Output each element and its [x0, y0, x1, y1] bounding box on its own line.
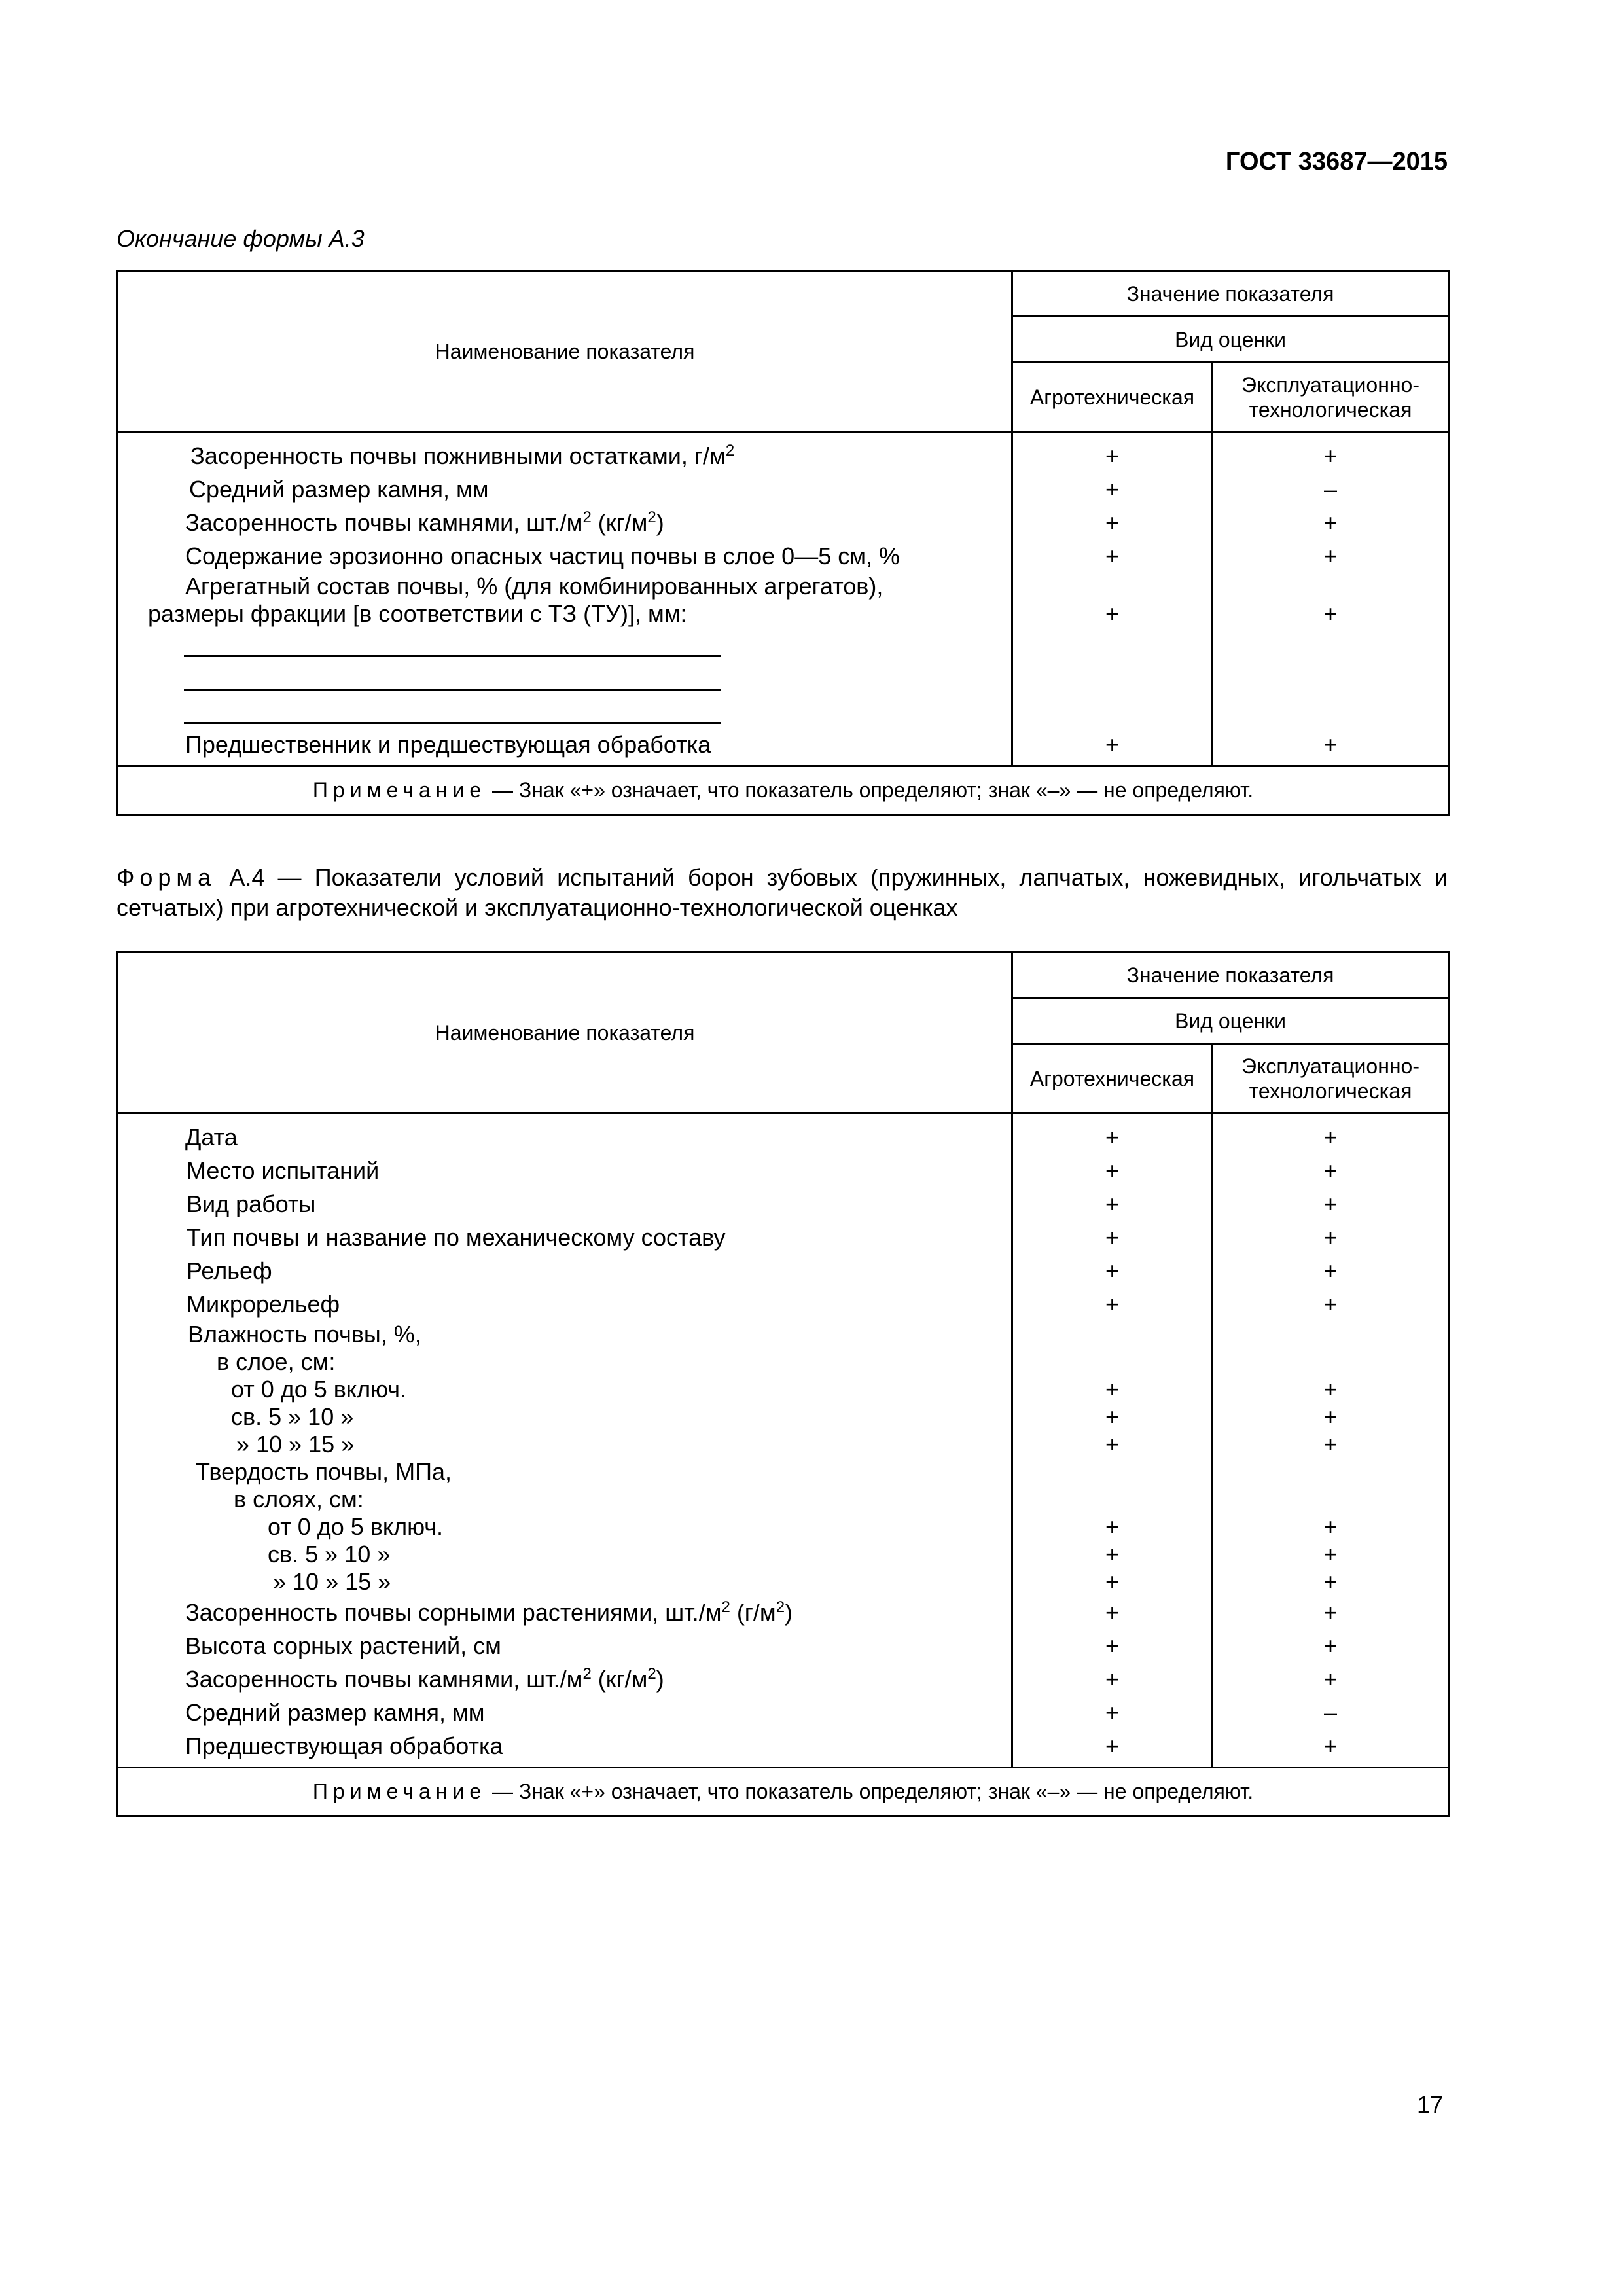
row-expl: – [1323, 1699, 1338, 1726]
header-expl: Эксплуатационно-технологическая [1213, 1044, 1449, 1113]
row-expl: + [1323, 1257, 1338, 1284]
row-agro: + [1105, 1568, 1120, 1595]
header-value: Значение показателя [1012, 952, 1449, 998]
header-agro: Агротехническая [1012, 1044, 1213, 1113]
row-expl: + [1323, 1732, 1338, 1759]
row-expl: – [1323, 476, 1338, 503]
row-expl: + [1323, 1431, 1338, 1458]
row-expl: + [1323, 1376, 1338, 1403]
row-agro: + [1105, 1599, 1120, 1626]
row-expl [1213, 573, 1448, 600]
row-name: Засоренность почвы камнями, $шт./м^2$ $(кг/м^2)$ [185, 509, 664, 536]
row-agro: + [1105, 731, 1120, 758]
row-agro [1013, 573, 1211, 600]
page-number: 17 [1416, 2091, 1443, 2118]
row-name: Дата [185, 1124, 238, 1151]
header-value: Значение показателя [1012, 271, 1449, 317]
row-expl: + [1323, 1599, 1338, 1626]
header-expl: Эксплуатационно-технологическая [1213, 363, 1449, 432]
row-agro [1013, 1486, 1211, 1513]
row-name: от 0 до 5 включ. [268, 1513, 444, 1540]
row-agro: + [1105, 509, 1120, 536]
table-note: Примечание — Знак «+» означает, что показатель определяют; знак «–» — не определяют. [118, 1768, 1449, 1816]
row-agro [1013, 1321, 1211, 1348]
row-name: Средний размер камня, мм [189, 476, 489, 503]
row-expl: + [1323, 1632, 1338, 1659]
row-name: Предшественник и предшествующая обработка [185, 731, 711, 758]
blank-line [118, 661, 1011, 694]
row-expl: + [1323, 1513, 1338, 1540]
row-name: Рельеф [187, 1257, 272, 1284]
blank-line [118, 628, 1011, 661]
form-caption: Окончание формы А.3 [116, 225, 365, 252]
row-expl: + [1323, 543, 1338, 569]
row-agro [1013, 1458, 1211, 1486]
row-agro: + [1105, 1541, 1120, 1568]
row-name: Предшествующая обработка [185, 1732, 503, 1759]
row-expl [1213, 1321, 1448, 1348]
row-name: Средний размер камня, мм [185, 1699, 485, 1726]
row-agro: + [1105, 476, 1120, 503]
standard-number: ГОСТ 33687—2015 [1225, 148, 1448, 175]
row-name: размеры фракции [в соответствии с ТЗ (ТУ)], мм: [148, 600, 687, 627]
row-agro: + [1105, 1431, 1120, 1458]
row-agro: + [1105, 1699, 1120, 1726]
row-expl: + [1323, 1224, 1338, 1251]
row-agro: + [1105, 1632, 1120, 1659]
row-expl: + [1323, 1541, 1338, 1568]
row-name: св. 5 » 10 » [231, 1403, 354, 1430]
blank-line [118, 694, 1011, 728]
row-name: в слое, см: [217, 1348, 336, 1375]
row-expl: + [1323, 1157, 1338, 1184]
row-name: Засоренность почвы пожнивными остатками, $г/м^2$ [190, 442, 735, 469]
row-agro: + [1105, 600, 1120, 627]
table-form-a4 [116, 951, 1450, 1817]
row-agro: + [1105, 442, 1120, 469]
row-name: Засоренность почвы сорными растениями, $шт./м^2$ $(г/м^2)$ [185, 1598, 793, 1626]
row-expl: + [1323, 600, 1338, 627]
header-name: Наименование показателя [118, 271, 1012, 432]
row-agro: + [1105, 1513, 1120, 1540]
row-name: Микрорельеф [187, 1291, 340, 1318]
row-name: Высота сорных растений, см [185, 1632, 501, 1659]
row-agro: + [1105, 1191, 1120, 1217]
header-name: Наименование показателя [118, 952, 1012, 1113]
row-name: Твердость почвы, МПа, [196, 1458, 452, 1485]
row-name: св. 5 » 10 » [268, 1541, 391, 1568]
row-agro: + [1105, 1291, 1120, 1318]
row-expl [1213, 1486, 1448, 1513]
row-expl [1213, 1458, 1448, 1486]
row-name: Содержание эрозионно опасных частиц почвы в слое 0—5 см, % [185, 543, 900, 569]
row-name: Влажность почвы, %, [188, 1321, 421, 1348]
row-name: » 10 » 15 » [236, 1431, 355, 1458]
table-note: Примечание — Знак «+» означает, что показатель определяют; знак «–» — не определяют. [118, 766, 1449, 815]
row-agro: + [1105, 1224, 1120, 1251]
row-name: Тип почвы и название по механическому составу [187, 1224, 726, 1251]
header-kind: Вид оценки [1012, 317, 1449, 363]
row-agro: + [1105, 1666, 1120, 1693]
row-expl: + [1323, 731, 1338, 758]
row-expl: + [1323, 509, 1338, 536]
row-expl: + [1323, 1403, 1338, 1430]
row-expl: + [1323, 1291, 1338, 1318]
row-name: в слоях, см: [234, 1486, 364, 1513]
row-name: » 10 » 15 » [273, 1568, 391, 1595]
row-name: Агрегатный состав почвы, % (для комбинированных агрегатов), [185, 573, 883, 600]
row-expl: + [1323, 1666, 1338, 1693]
form-title: Форма А.4 — Показатели условий испытаний борон зубовых (пружинных, лапчатых, ножевидных, игольчатых и сетчатых) при агротехнической и эксплуатационно-технологической оценках [116, 864, 1448, 921]
row-agro: + [1105, 1124, 1120, 1151]
row-name: Место испытаний [187, 1157, 380, 1184]
row-expl [1213, 1348, 1448, 1376]
row-name: Засоренность почвы камнями, $шт./м^2$ $(кг/м^2)$ [185, 1665, 664, 1693]
header-kind: Вид оценки [1012, 998, 1449, 1044]
row-name: Вид работы [187, 1191, 316, 1217]
row-agro: + [1105, 1157, 1120, 1184]
row-agro [1013, 1348, 1211, 1376]
row-agro: + [1105, 1376, 1120, 1403]
row-expl: + [1323, 442, 1338, 469]
row-expl: + [1323, 1124, 1338, 1151]
row-agro: + [1105, 543, 1120, 569]
row-agro: + [1105, 1257, 1120, 1284]
row-expl: + [1323, 1191, 1338, 1217]
row-agro: + [1105, 1403, 1120, 1430]
header-agro: Агротехническая [1012, 363, 1213, 432]
row-name: от 0 до 5 включ. [231, 1376, 407, 1403]
row-agro: + [1105, 1732, 1120, 1759]
table-form-a3 [116, 270, 1450, 816]
row-expl: + [1323, 1568, 1338, 1595]
